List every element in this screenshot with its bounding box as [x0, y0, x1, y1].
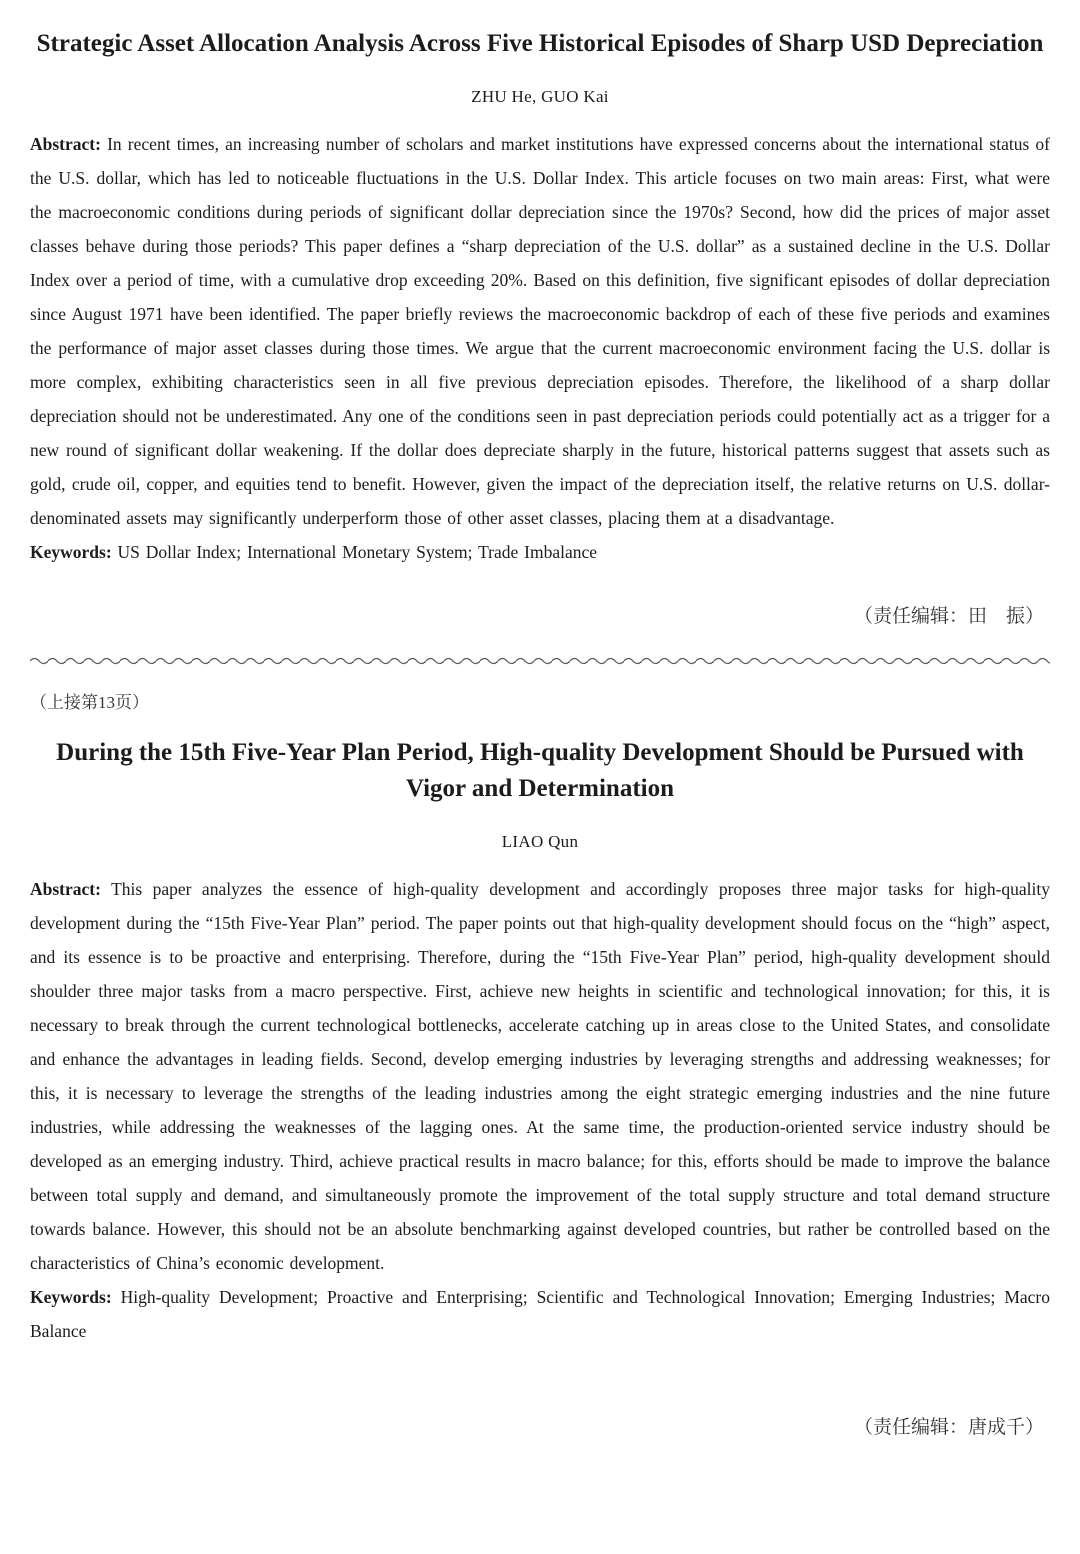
- article-2-authors: LIAO Qun: [501, 832, 579, 851]
- abstract-text: In recent times, an increasing number of scholars and market institutions have expressed concerns about the international status of the U.S. dollar, which has led to noticeable fluctuations in the U.S. Dollar Index. This article focuses on two main areas: First, what were the macroeconomic conditions during periods of significant dollar depreciation since the 1970s? Second, how did the prices of major asset classes behave during those periods? This paper defines a “sharp depreciation of the U.S. dollar” as a sustained decline in the U.S. Dollar Index over a period of time, with a cumulative drop exceeding 20%. Based on this definition, five significant episodes of dollar depreciation since August 1971 have been identified. The paper briefly reviews the macroeconomic backdrop of each of these five periods and examines the performance of major asset classes during those times. We argue that the current macroeconomic environment facing the U.S. dollar is more complex, exhibiting characteristics seen in all five previous depreciation episodes. Therefore, the likelihood of a sharp dollar depreciation should not be underestimated. Any one of the conditions seen in past depreciation periods could potentially act as a trigger for a new round of significant dollar weakening. If the dollar does depreciate sharply in the future, historical patterns suggest that assets such as gold, crude oil, copper, and equities tend to benefit. However, given the impact of the depreciation itself, the relative returns on U.S. dollar-denominated assets may significantly underperform those of other asset classes, placing them at a disadvantage.: [30, 134, 1050, 528]
- keywords-text: US Dollar Index; International Monetary System; Trade Imbalance: [117, 542, 598, 562]
- article-2-keywords: [30, 1280, 1050, 1348]
- abstract-text: This paper analyzes the essence of high-quality development and accordingly proposes three major tasks for high-quality development during the “15th Five-Year Plan” period. The paper points out that high-quality development should focus on the “high” aspect, and its essence is to be proactive and enterprising. Therefore, during the “15th Five-Year Plan” period, high-quality development should shoulder three major tasks from a macro perspective. First, achieve new heights in scientific and technological innovation; for this, it is necessary to break through the current technological bottlenecks, accelerate catching up in areas close to the United States, and consolidate and enhance the advantages in leading fields. Second, develop emerging industries by leveraging strengths and addressing weaknesses; for this, it is necessary to leverage the strengths of the leading industries among the eight strategic emerging industries and the nine future industries, while addressing the weaknesses of the lagging ones. At the same time, the production-oriented service industry should be developed as an emerging industry. Third, achieve practical results in macro balance; for this, efforts should be made to improve the balance between total supply and demand, and simultaneously promote the improvement of the total supply structure and total demand structure towards balance. However, this should not be an absolute benchmarking against developed countries, but rather be controlled based on the characteristics of China’s economic development.: [30, 879, 1050, 1273]
- keywords-text: High-quality Development; Proactive and Enterprising; Scientific and Technological Innovation; Emerging Industries; Macro Balance: [30, 1287, 1050, 1341]
- abstract-label: Abstract:: [30, 134, 101, 154]
- article-2: [30, 688, 1050, 1439]
- article-2-abstract: [30, 872, 1050, 1280]
- article-1-authors: ZHU He, GUO Kai: [471, 87, 609, 106]
- keywords-label: Keywords:: [30, 542, 112, 562]
- wave-line-graphic: [30, 654, 1050, 668]
- article-1-keywords: [30, 535, 1050, 569]
- article-2-editor-note: （责任编辑：唐成千）: [853, 1417, 1044, 1438]
- wavy-divider: [30, 654, 1050, 668]
- continuation-note: （上接第13页）: [30, 693, 149, 712]
- article-1-abstract: [30, 127, 1050, 535]
- article-2-title: During the 15th Five-Year Plan Period, High-quality Development Should be Pursued with Vigor and Determination: [56, 739, 1024, 802]
- keywords-label: Keywords:: [30, 1287, 112, 1307]
- article-1-title: Strategic Asset Allocation Analysis Across Five Historical Episodes of Sharp USD Depreciation: [36, 30, 1044, 57]
- abstract-label: Abstract:: [30, 879, 101, 899]
- article-1: [30, 0, 1050, 628]
- article-1-editor-note: （责任编辑：田 振）: [853, 606, 1044, 627]
